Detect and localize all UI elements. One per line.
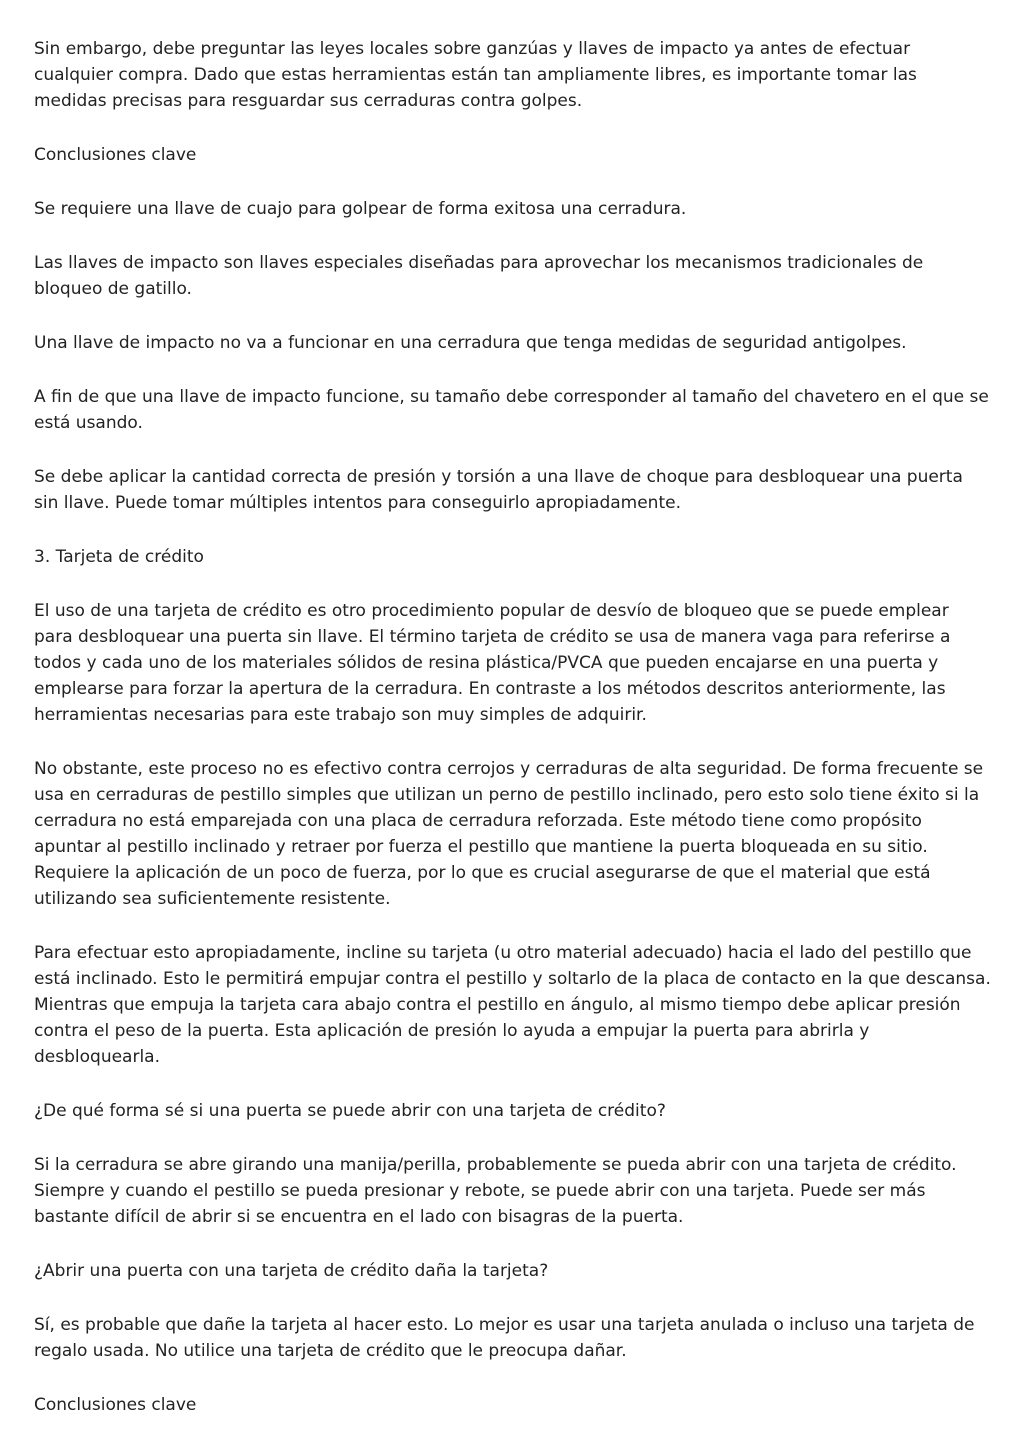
heading-credit-card: 3. Tarjeta de crédito — [34, 547, 204, 567]
paragraph-credit-card-intro: El uso de una tarjeta de crédito es otro procedimiento popular de desvío de bloqueo que se puede emplear para desbloquear una puerta sin llave. El término tarjeta de crédito se usa de manera vaga para referirse a todos y cada uno de los materiales sólidos de resina plástica/PVCA que pueden encajarse en una puerta y emplearse para forzar la apertura de la cerradura. En contraste a los métodos descritos anteriormente, las herramientas necesarias para este trabajo son muy simples de adquirir. — [34, 601, 951, 725]
heading-key-conclusions: Conclusiones clave — [34, 145, 197, 165]
paragraph-key-point-2: Las llaves de impacto son llaves especiales diseñadas para aprovechar los mecanismos tradicionales de bloqueo de gatillo. — [34, 253, 924, 299]
document-body — [34, 36, 992, 1418]
paragraph-key-point-5: Se debe aplicar la cantidad correcta de presión y torsión a una llave de choque para desbloquear una puerta sin llave. Puede tomar múltiples intentos para conseguirlo apropiadamente. — [34, 467, 963, 513]
paragraph-key-point-4: A fin de que una llave de impacto funcione, su tamaño debe corresponder al tamaño del chavetero en el que se está usando. — [34, 387, 989, 433]
paragraph-credit-card-limits: No obstante, este proceso no es efectivo contra cerrojos y cerraduras de alta seguridad. De forma frecuente se usa en cerraduras de pestillo simples que utilizan un perno de pestillo inclinado, pero esto solo tiene éxito si la cerradura no está emparejada con una placa de cerradura reforzada. Este método tiene como propósito apuntar al pestillo inclinado y retraer por fuerza el pestillo que mantiene la puerta bloqueada en su sitio. Requiere la aplicación de un poco de fuerza, por lo que es crucial asegurarse de que el material que está utilizando sea suficientemente resistente. — [34, 759, 984, 909]
faq-question-2: ¿Abrir una puerta con una tarjeta de crédito daña la tarjeta? — [34, 1261, 549, 1281]
faq-answer-1: Si la cerradura se abre girando una manija/perilla, probablemente se pueda abrir con una tarjeta de crédito. Siempre y cuando el pestillo se pueda presionar y rebote, se puede abrir con una tarjeta. Puede ser más bastante difícil de abrir si se encuentra en el lado con bisagras de la puerta. — [34, 1155, 957, 1227]
heading-key-conclusions-2: Conclusiones clave — [34, 1395, 197, 1415]
faq-answer-2: Sí, es probable que dañe la tarjeta al hacer esto. Lo mejor es usar una tarjeta anulada o incluso una tarjeta de regalo usada. No utilice una tarjeta de crédito que le preocupa dañar. — [34, 1315, 975, 1361]
paragraph-credit-card-method: Para efectuar esto apropiadamente, incline su tarjeta (u otro material adecuado) hacia el lado del pestillo que está inclinado. Esto le permitirá empujar contra el pestillo y soltarlo de la placa de contacto en la que descansa. Mientras que empuja la tarjeta cara abajo contra el pestillo en ángulo, al mismo tiempo debe aplicar presión contra el peso de la puerta. Esta aplicación de presión lo ayuda a empujar la puerta para abrirla y desbloquearla. — [34, 943, 991, 1067]
paragraph-intro: Sin embargo, debe preguntar las leyes locales sobre ganzúas y llaves de impacto ya antes de efectuar cualquier compra. Dado que estas herramientas están tan ampliamente libres, es importante tomar las medidas precisas para resguardar sus cerraduras contra golpes. — [34, 39, 917, 111]
faq-question-1: ¿De qué forma sé si una puerta se puede abrir con una tarjeta de crédito? — [34, 1101, 666, 1121]
paragraph-key-point-1: Se requiere una llave de cuajo para golpear de forma exitosa una cerradura. — [34, 199, 687, 219]
paragraph-key-point-3: Una llave de impacto no va a funcionar en una cerradura que tenga medidas de seguridad antigolpes. — [34, 333, 907, 353]
